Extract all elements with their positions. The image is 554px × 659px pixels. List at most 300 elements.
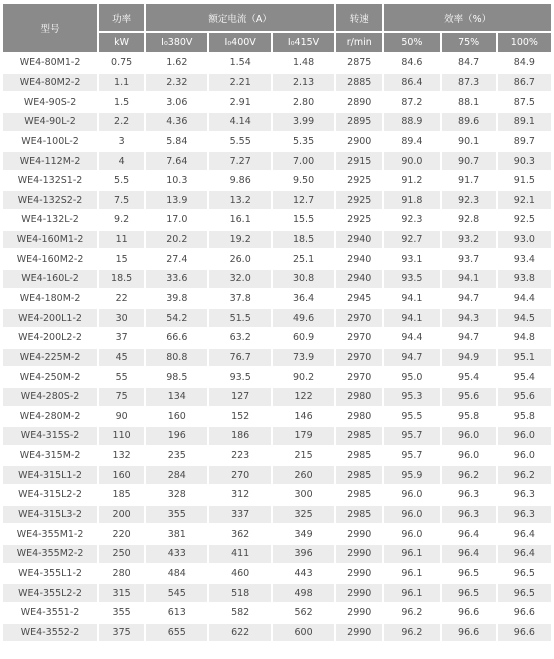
current-400v-cell: 460 — [209, 565, 270, 583]
current-415v-cell: 300 — [273, 486, 334, 504]
header-model: 型号 — [3, 4, 97, 52]
efficiency-100-cell: 96.0 — [498, 427, 551, 445]
model-cell: WE4-80M2-2 — [3, 74, 97, 92]
efficiency-100-cell: 96.2 — [498, 466, 551, 484]
table-row — [3, 290, 551, 308]
efficiency-50-cell: 92.7 — [384, 231, 439, 249]
current-380v-cell: 433 — [146, 545, 207, 563]
current-400v-cell: 13.2 — [209, 191, 270, 209]
model-cell: WE4-200L1-2 — [3, 309, 97, 327]
current-380v-cell: 1.62 — [146, 54, 207, 72]
efficiency-75-cell: 96.3 — [442, 486, 496, 504]
current-400v-cell: 5.55 — [209, 133, 270, 151]
speed-cell: 2990 — [336, 624, 382, 642]
efficiency-50-cell: 96.0 — [384, 525, 439, 543]
speed-cell: 2940 — [336, 231, 382, 249]
power-cell: 7.5 — [99, 191, 144, 209]
efficiency-75-cell: 93.7 — [442, 250, 496, 268]
current-400v-cell: 337 — [209, 506, 270, 524]
current-380v-cell: 80.8 — [146, 349, 207, 367]
power-cell: 1.5 — [99, 93, 144, 111]
efficiency-75-cell: 96.3 — [442, 506, 496, 524]
table-row — [3, 93, 551, 111]
current-415v-cell: 2.80 — [273, 93, 334, 111]
efficiency-50-cell: 95.3 — [384, 388, 439, 406]
power-cell: 185 — [99, 486, 144, 504]
efficiency-100-cell: 93.4 — [498, 250, 551, 268]
efficiency-50-cell: 95.9 — [384, 466, 439, 484]
model-cell: WE4-3552-2 — [3, 624, 97, 642]
power-cell: 200 — [99, 506, 144, 524]
current-400v-cell: 51.5 — [209, 309, 270, 327]
current-415v-cell: 25.1 — [273, 250, 334, 268]
current-380v-cell: 3.06 — [146, 93, 207, 111]
current-380v-cell: 2.32 — [146, 74, 207, 92]
speed-cell: 2925 — [336, 191, 382, 209]
subheader-speed-unit: r/min — [336, 33, 382, 52]
current-380v-cell: 4.36 — [146, 113, 207, 131]
model-cell: WE4-160M2-2 — [3, 250, 97, 268]
speed-cell: 2990 — [336, 565, 382, 583]
efficiency-100-cell: 94.4 — [498, 290, 551, 308]
efficiency-50-cell: 96.1 — [384, 584, 439, 602]
current-380v-cell: 381 — [146, 525, 207, 543]
efficiency-100-cell: 89.7 — [498, 133, 551, 151]
speed-cell: 2980 — [336, 408, 382, 426]
current-415v-cell: 562 — [273, 604, 334, 622]
efficiency-100-cell: 91.5 — [498, 172, 551, 190]
current-415v-cell: 260 — [273, 466, 334, 484]
model-cell: WE4-90S-2 — [3, 93, 97, 111]
current-380v-cell: 235 — [146, 447, 207, 465]
efficiency-75-cell: 94.7 — [442, 290, 496, 308]
current-380v-cell: 66.6 — [146, 329, 207, 347]
current-415v-cell: 12.7 — [273, 191, 334, 209]
model-cell: WE4-225M-2 — [3, 349, 97, 367]
efficiency-100-cell: 95.6 — [498, 388, 551, 406]
efficiency-75-cell: 95.8 — [442, 408, 496, 426]
efficiency-50-cell: 87.2 — [384, 93, 439, 111]
efficiency-75-cell: 94.7 — [442, 329, 496, 347]
current-415v-cell: 215 — [273, 447, 334, 465]
efficiency-50-cell: 91.8 — [384, 191, 439, 209]
speed-cell: 2940 — [336, 270, 382, 288]
efficiency-75-cell: 94.3 — [442, 309, 496, 327]
efficiency-75-cell: 87.3 — [442, 74, 496, 92]
power-cell: 45 — [99, 349, 144, 367]
efficiency-100-cell: 86.7 — [498, 74, 551, 92]
table-row — [3, 191, 551, 209]
current-400v-cell: 37.8 — [209, 290, 270, 308]
header-speed: 转速 — [336, 4, 382, 31]
table-row — [3, 545, 551, 563]
speed-cell: 2945 — [336, 290, 382, 308]
efficiency-75-cell: 88.1 — [442, 93, 496, 111]
model-cell: WE4-132S2-2 — [3, 191, 97, 209]
table-row — [3, 270, 551, 288]
current-400v-cell: 362 — [209, 525, 270, 543]
current-380v-cell: 545 — [146, 584, 207, 602]
current-415v-cell: 18.5 — [273, 231, 334, 249]
table-header — [3, 4, 551, 52]
efficiency-75-cell: 96.6 — [442, 624, 496, 642]
header-efficiency: 效率（%） — [384, 4, 551, 31]
table-row — [3, 447, 551, 465]
efficiency-50-cell: 94.7 — [384, 349, 439, 367]
efficiency-75-cell: 96.0 — [442, 447, 496, 465]
current-415v-cell: 600 — [273, 624, 334, 642]
model-cell: WE4-315L3-2 — [3, 506, 97, 524]
model-cell: WE4-315L1-2 — [3, 466, 97, 484]
efficiency-50-cell: 96.2 — [384, 604, 439, 622]
current-415v-cell: 179 — [273, 427, 334, 445]
efficiency-50-cell: 95.7 — [384, 447, 439, 465]
current-400v-cell: 518 — [209, 584, 270, 602]
efficiency-100-cell: 93.8 — [498, 270, 551, 288]
table-row — [3, 486, 551, 504]
table-row — [3, 309, 551, 327]
current-380v-cell: 39.8 — [146, 290, 207, 308]
table-row — [3, 54, 551, 72]
current-380v-cell: 484 — [146, 565, 207, 583]
efficiency-50-cell: 86.4 — [384, 74, 439, 92]
table-row — [3, 368, 551, 386]
current-400v-cell: 1.54 — [209, 54, 270, 72]
table-row — [3, 250, 551, 268]
model-cell: WE4-3551-2 — [3, 604, 97, 622]
efficiency-100-cell: 94.8 — [498, 329, 551, 347]
current-415v-cell: 73.9 — [273, 349, 334, 367]
current-400v-cell: 4.14 — [209, 113, 270, 131]
current-400v-cell: 2.91 — [209, 93, 270, 111]
power-cell: 375 — [99, 624, 144, 642]
efficiency-50-cell: 93.5 — [384, 270, 439, 288]
model-cell: WE4-250M-2 — [3, 368, 97, 386]
model-cell: WE4-132L-2 — [3, 211, 97, 229]
model-cell: WE4-355M2-2 — [3, 545, 97, 563]
table-row — [3, 584, 551, 602]
model-cell: WE4-80M1-2 — [3, 54, 97, 72]
efficiency-75-cell: 96.5 — [442, 565, 496, 583]
speed-cell: 2875 — [336, 54, 382, 72]
efficiency-100-cell: 89.1 — [498, 113, 551, 131]
efficiency-75-cell: 84.7 — [442, 54, 496, 72]
current-380v-cell: 355 — [146, 506, 207, 524]
efficiency-75-cell: 89.6 — [442, 113, 496, 131]
efficiency-50-cell: 96.0 — [384, 506, 439, 524]
efficiency-100-cell: 96.6 — [498, 624, 551, 642]
efficiency-100-cell: 94.5 — [498, 309, 551, 327]
efficiency-50-cell: 93.1 — [384, 250, 439, 268]
current-415v-cell: 49.6 — [273, 309, 334, 327]
current-400v-cell: 63.2 — [209, 329, 270, 347]
speed-cell: 2895 — [336, 113, 382, 131]
efficiency-75-cell: 96.0 — [442, 427, 496, 445]
power-cell: 11 — [99, 231, 144, 249]
current-380v-cell: 17.0 — [146, 211, 207, 229]
speed-cell: 2970 — [336, 329, 382, 347]
current-380v-cell: 160 — [146, 408, 207, 426]
power-cell: 90 — [99, 408, 144, 426]
power-cell: 2.2 — [99, 113, 144, 131]
model-cell: WE4-280M-2 — [3, 408, 97, 426]
current-415v-cell: 146 — [273, 408, 334, 426]
efficiency-75-cell: 96.4 — [442, 525, 496, 543]
current-415v-cell: 90.2 — [273, 368, 334, 386]
power-cell: 315 — [99, 584, 144, 602]
power-cell: 110 — [99, 427, 144, 445]
current-400v-cell: 152 — [209, 408, 270, 426]
efficiency-50-cell: 95.7 — [384, 427, 439, 445]
model-cell: WE4-200L2-2 — [3, 329, 97, 347]
current-380v-cell: 196 — [146, 427, 207, 445]
speed-cell: 2985 — [336, 427, 382, 445]
current-415v-cell: 325 — [273, 506, 334, 524]
speed-cell: 2925 — [336, 211, 382, 229]
model-cell: WE4-315L2-2 — [3, 486, 97, 504]
model-cell: WE4-355L1-2 — [3, 565, 97, 583]
speed-cell: 2990 — [336, 545, 382, 563]
model-cell: WE4-160M1-2 — [3, 231, 97, 249]
current-400v-cell: 32.0 — [209, 270, 270, 288]
efficiency-75-cell: 91.7 — [442, 172, 496, 190]
table-row — [3, 506, 551, 524]
current-380v-cell: 27.4 — [146, 250, 207, 268]
power-cell: 1.1 — [99, 74, 144, 92]
current-380v-cell: 284 — [146, 466, 207, 484]
current-380v-cell: 33.6 — [146, 270, 207, 288]
current-400v-cell: 186 — [209, 427, 270, 445]
efficiency-100-cell: 96.5 — [498, 565, 551, 583]
current-415v-cell: 7.00 — [273, 152, 334, 170]
efficiency-75-cell: 96.5 — [442, 584, 496, 602]
current-415v-cell: 498 — [273, 584, 334, 602]
model-cell: WE4-355M1-2 — [3, 525, 97, 543]
efficiency-50-cell: 88.9 — [384, 113, 439, 131]
current-415v-cell: 396 — [273, 545, 334, 563]
model-cell: WE4-160L-2 — [3, 270, 97, 288]
table-row — [3, 604, 551, 622]
current-400v-cell: 411 — [209, 545, 270, 563]
current-415v-cell: 15.5 — [273, 211, 334, 229]
subheader-power-unit: kW — [99, 33, 144, 52]
table-row — [3, 113, 551, 131]
efficiency-100-cell: 92.1 — [498, 191, 551, 209]
table-row — [3, 349, 551, 367]
subheader-efficiency-50: 50% — [384, 33, 439, 52]
efficiency-50-cell: 91.2 — [384, 172, 439, 190]
table-row — [3, 427, 551, 445]
subheader-efficiency-100: 100% — [498, 33, 551, 52]
current-415v-cell: 122 — [273, 388, 334, 406]
current-400v-cell: 7.27 — [209, 152, 270, 170]
efficiency-50-cell: 94.1 — [384, 309, 439, 327]
current-380v-cell: 613 — [146, 604, 207, 622]
speed-cell: 2890 — [336, 93, 382, 111]
efficiency-100-cell: 96.6 — [498, 604, 551, 622]
current-400v-cell: 76.7 — [209, 349, 270, 367]
efficiency-50-cell: 90.0 — [384, 152, 439, 170]
table-row — [3, 388, 551, 406]
speed-cell: 2925 — [336, 172, 382, 190]
speed-cell: 2940 — [336, 250, 382, 268]
efficiency-75-cell: 90.1 — [442, 133, 496, 151]
current-380v-cell: 13.9 — [146, 191, 207, 209]
model-cell: WE4-180M-2 — [3, 290, 97, 308]
current-400v-cell: 16.1 — [209, 211, 270, 229]
speed-cell: 2915 — [336, 152, 382, 170]
current-380v-cell: 54.2 — [146, 309, 207, 327]
model-cell: WE4-355L2-2 — [3, 584, 97, 602]
table-row — [3, 624, 551, 642]
table-row — [3, 408, 551, 426]
model-cell: WE4-280S-2 — [3, 388, 97, 406]
current-400v-cell: 93.5 — [209, 368, 270, 386]
efficiency-50-cell: 92.3 — [384, 211, 439, 229]
model-cell: WE4-132S1-2 — [3, 172, 97, 190]
speed-cell: 2970 — [336, 368, 382, 386]
power-cell: 30 — [99, 309, 144, 327]
efficiency-100-cell: 95.4 — [498, 368, 551, 386]
current-380v-cell: 10.3 — [146, 172, 207, 190]
table-row — [3, 211, 551, 229]
current-380v-cell: 7.64 — [146, 152, 207, 170]
power-cell: 75 — [99, 388, 144, 406]
table-row — [3, 133, 551, 151]
speed-cell: 2970 — [336, 309, 382, 327]
efficiency-50-cell: 84.6 — [384, 54, 439, 72]
efficiency-100-cell: 92.5 — [498, 211, 551, 229]
efficiency-100-cell: 95.1 — [498, 349, 551, 367]
current-415v-cell: 30.8 — [273, 270, 334, 288]
efficiency-50-cell: 96.0 — [384, 486, 439, 504]
table-row — [3, 74, 551, 92]
current-415v-cell: 60.9 — [273, 329, 334, 347]
efficiency-100-cell: 93.0 — [498, 231, 551, 249]
efficiency-75-cell: 93.2 — [442, 231, 496, 249]
power-cell: 250 — [99, 545, 144, 563]
table-row — [3, 525, 551, 543]
efficiency-50-cell: 89.4 — [384, 133, 439, 151]
efficiency-100-cell: 87.5 — [498, 93, 551, 111]
current-415v-cell: 349 — [273, 525, 334, 543]
header-power: 功率 — [99, 4, 144, 31]
power-cell: 160 — [99, 466, 144, 484]
efficiency-75-cell: 94.1 — [442, 270, 496, 288]
current-415v-cell: 5.35 — [273, 133, 334, 151]
efficiency-100-cell: 96.4 — [498, 525, 551, 543]
speed-cell: 2970 — [336, 349, 382, 367]
current-380v-cell: 134 — [146, 388, 207, 406]
efficiency-50-cell: 96.1 — [384, 545, 439, 563]
efficiency-75-cell: 92.3 — [442, 191, 496, 209]
model-cell: WE4-90L-2 — [3, 113, 97, 131]
current-400v-cell: 9.86 — [209, 172, 270, 190]
current-400v-cell: 312 — [209, 486, 270, 504]
speed-cell: 2990 — [336, 584, 382, 602]
efficiency-75-cell: 92.8 — [442, 211, 496, 229]
current-380v-cell: 98.5 — [146, 368, 207, 386]
table-body — [3, 54, 551, 641]
speed-cell: 2990 — [336, 604, 382, 622]
efficiency-50-cell: 96.2 — [384, 624, 439, 642]
current-400v-cell: 223 — [209, 447, 270, 465]
efficiency-100-cell: 84.9 — [498, 54, 551, 72]
current-380v-cell: 20.2 — [146, 231, 207, 249]
efficiency-75-cell: 95.4 — [442, 368, 496, 386]
power-cell: 18.5 — [99, 270, 144, 288]
speed-cell: 2900 — [336, 133, 382, 151]
current-380v-cell: 655 — [146, 624, 207, 642]
speed-cell: 2985 — [336, 466, 382, 484]
speed-cell: 2985 — [336, 486, 382, 504]
efficiency-50-cell: 96.1 — [384, 565, 439, 583]
efficiency-100-cell: 96.5 — [498, 584, 551, 602]
power-cell: 280 — [99, 565, 144, 583]
efficiency-50-cell: 94.4 — [384, 329, 439, 347]
power-cell: 3 — [99, 133, 144, 151]
speed-cell: 2980 — [336, 388, 382, 406]
power-cell: 37 — [99, 329, 144, 347]
efficiency-50-cell: 95.0 — [384, 368, 439, 386]
efficiency-50-cell: 95.5 — [384, 408, 439, 426]
header-rated-current: 额定电流（A） — [146, 4, 334, 31]
power-cell: 5.5 — [99, 172, 144, 190]
current-415v-cell: 3.99 — [273, 113, 334, 131]
current-380v-cell: 5.84 — [146, 133, 207, 151]
power-cell: 55 — [99, 368, 144, 386]
efficiency-100-cell: 96.3 — [498, 486, 551, 504]
speed-cell: 2985 — [336, 506, 382, 524]
speed-cell: 2985 — [336, 447, 382, 465]
current-400v-cell: 2.21 — [209, 74, 270, 92]
subheader-efficiency-75: 75% — [442, 33, 496, 52]
current-380v-cell: 328 — [146, 486, 207, 504]
efficiency-100-cell: 96.0 — [498, 447, 551, 465]
efficiency-100-cell: 96.3 — [498, 506, 551, 524]
efficiency-75-cell: 90.7 — [442, 152, 496, 170]
speed-cell: 2990 — [336, 525, 382, 543]
motor-spec-table — [1, 2, 553, 643]
current-415v-cell: 1.48 — [273, 54, 334, 72]
power-cell: 22 — [99, 290, 144, 308]
speed-cell: 2885 — [336, 74, 382, 92]
power-cell: 0.75 — [99, 54, 144, 72]
power-cell: 15 — [99, 250, 144, 268]
current-400v-cell: 582 — [209, 604, 270, 622]
current-400v-cell: 19.2 — [209, 231, 270, 249]
efficiency-100-cell: 90.3 — [498, 152, 551, 170]
current-400v-cell: 26.0 — [209, 250, 270, 268]
efficiency-75-cell: 96.2 — [442, 466, 496, 484]
model-cell: WE4-315M-2 — [3, 447, 97, 465]
power-cell: 4 — [99, 152, 144, 170]
current-415v-cell: 443 — [273, 565, 334, 583]
table-row — [3, 172, 551, 190]
current-400v-cell: 622 — [209, 624, 270, 642]
efficiency-100-cell: 96.4 — [498, 545, 551, 563]
subheader-current-415v: I₀415V — [273, 33, 334, 52]
current-400v-cell: 270 — [209, 466, 270, 484]
table-row — [3, 466, 551, 484]
current-400v-cell: 127 — [209, 388, 270, 406]
power-cell: 132 — [99, 447, 144, 465]
efficiency-75-cell: 94.9 — [442, 349, 496, 367]
efficiency-75-cell: 95.6 — [442, 388, 496, 406]
table-row — [3, 152, 551, 170]
efficiency-50-cell: 94.1 — [384, 290, 439, 308]
current-415v-cell: 36.4 — [273, 290, 334, 308]
